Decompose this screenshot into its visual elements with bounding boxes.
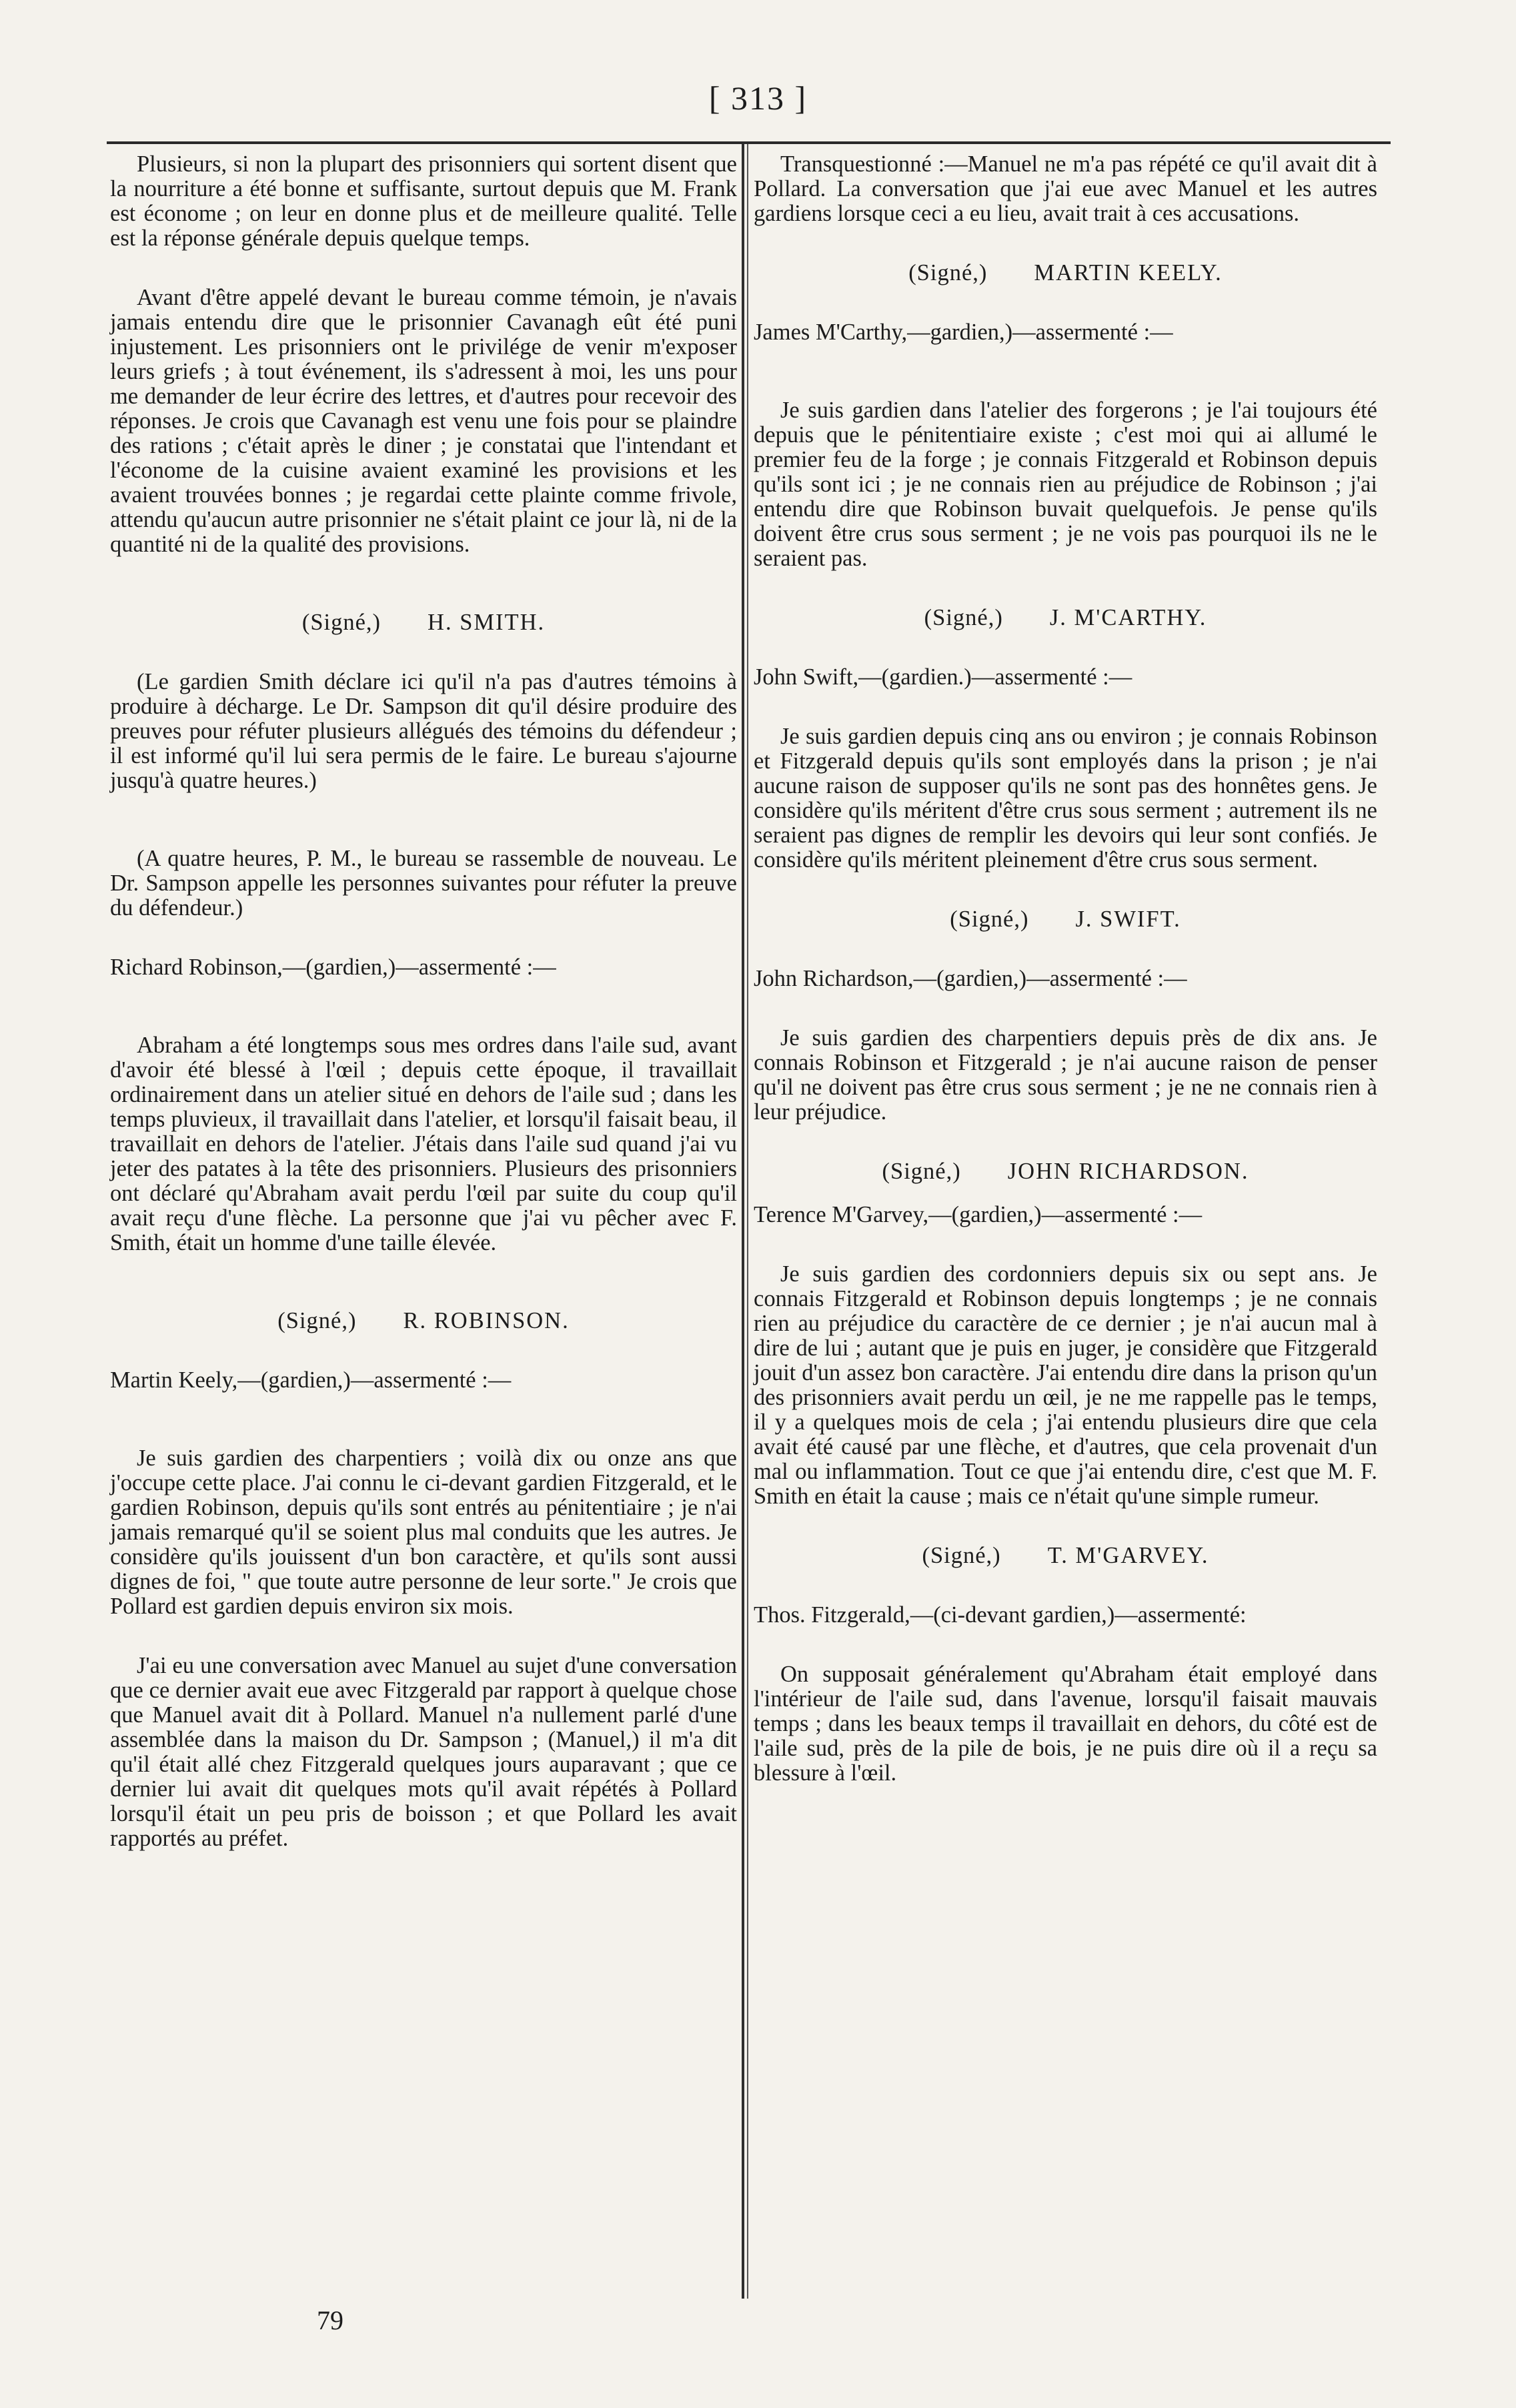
paragraph: J'ai eu une conversation avec Manuel au sujet d'une conversation que ce dernier avait eue avec Fitzgerald par rapport à quelque chose que Manuel avait dit à Pollard. Manuel n'a nullement parlé d'une assemblée dans la maison du Dr. Sampson ; (Manuel,) il m'a dit qu'il était allé chez Fitzgerald quelques jours auparavant ; que ce dernier lui avait dit quelques mots qu'il avait répétés à Pollard lorsqu'il était un peu pris de boisson ; et que Pollard les avait rapportés au préfet. [110, 1653, 737, 1851]
signature-label: (Signé,) [924, 605, 1003, 630]
paragraph: (A quatre heures, P. M., le bureau se rassemble de nouveau. Le Dr. Sampson appelle les personnes suivantes pour réfuter la preuve du défendeur.) [110, 846, 737, 921]
paragraph: Je suis gardien depuis cinq ans ou environ ; je connais Robinson et Fitzgerald depuis qu'ils sont employés dans la prison ; je n'ai aucune raison de supposer qu'ils ne sont pas des honnêtes gens. Je considère qu'ils méritent d'être crus sous serment ; autrement ils ne seraient pas dignes de remplir les devoirs qui leur sont confiés. Je considère qu'ils méritent pleinement d'être crus sous serment. [754, 724, 1377, 872]
signature-label: (Signé,) [301, 610, 382, 635]
signature-name: JOHN RICHARDSON. [1007, 1159, 1249, 1184]
witness-sworn-line: Thos. Fitzgerald,—(ci-devant gardien,)—assermenté: [754, 1602, 1247, 1628]
witness-sworn-line: Terence M'Garvey,—(gardien,)—assermenté :— [754, 1202, 1203, 1227]
paragraph: Je suis gardien dans l'atelier des forgerons ; je l'ai toujours été depuis que le pénitentiaire existe ; c'est moi qui ai allumé le premier feu de la forge ; je connais Fitzgerald et Robinson depuis qu'ils sont ici ; je ne connais rien au préjudice de Robinson ; j'ai entendu dire que Robinson buvait quelquefois. Je pense qu'ils doivent être crus sous serment ; je ne vois pas pourquoi ils ne le seraient pas. [754, 398, 1377, 571]
paragraph: Plusieurs, si non la plupart des prisonniers qui sortent disent que la nourriture a été bonne et suffisante, surtout depuis que M. Frank est économe ; on leur en donne plus et de meilleure qualité. Telle est la réponse générale depuis quelque temps. [110, 151, 737, 251]
column-divider-secondary [747, 144, 748, 2299]
signature-label: (Signé,) [882, 1159, 961, 1184]
signature-label: (Signé,) [277, 1308, 357, 1333]
paragraph: Je suis gardien des charpentiers depuis près de dix ans. Je connais Robinson et Fitzgerald ; je n'ai aucune raison de penser qu'il ne doivent pas être crus sous serment ; je ne ne connais rien à leur préjudice. [754, 1025, 1377, 1125]
paragraph: Je suis gardien des cordonniers depuis six ou sept ans. Je connais Fitzgerald et Robinson depuis longtemps ; je ne connais rien au préjudice du caractère de ce dernier ; je n'ai aucun mal à dire de lui ; autant que je puis en juger, je considère que Fitzgerald jouit d'un assez bon caractère. J'ai entendu dire dans la prison qu'un des prisonniers avait perdu un œil, je ne me rappelle pas le temps, il y a quelques mois de cela ; j'ai entendu plusieurs dire que cela avait été causé par une flèche, et d'autres, que cela provenait d'un mal ou inflammation. Tout ce que j'ai entendu dire, c'est que M. F. Smith en était la cause ; mais ce n'était qu'une simple rumeur. [754, 1261, 1377, 1509]
header-rule [107, 141, 1391, 144]
signature-name: R. ROBINSON. [403, 1308, 570, 1333]
witness-sworn-line: John Richardson,—(gardien,)—assermenté :— [754, 966, 1187, 991]
signature-line [754, 1544, 1377, 1568]
paragraph: Avant d'être appelé devant le bureau comme témoin, je n'avais jamais entendu dire que le prisonnier Cavanagh eût été puni injustement. Les prisonniers ont le privilége de venir m'exposer leurs griefs ; à tout événement, ils s'adressent à moi, les uns pour me demander de leur écrire des lettres, et d'autres pour recevoir des réponses. Je crois que Cavanagh est venu une fois pour se plaindre des rations ; c'était après le diner ; je constatai que l'intendant et l'économe de la cuisine avaient examiné les provisions et les avaient trouvées bonnes ; je regardai cette plainte comme frivole, attendu qu'aucun autre prisonnier ne s'était plaint ce jour là, ni de la quantité ni de la qualité des provisions. [110, 285, 737, 557]
left-column [110, 152, 737, 1851]
signature-name: J. M'CARTHY. [1049, 605, 1207, 630]
signature-line [754, 261, 1377, 285]
signature-name: J. SWIFT. [1075, 907, 1181, 932]
witness-sworn-line: Richard Robinson,—(gardien,)—assermenté :— [110, 955, 556, 980]
paragraph: On supposait généralement qu'Abraham était employé dans l'intérieur de l'aile sud, dans l'avenue, lorsqu'il faisait mauvais temps ; dans les beaux temps il travaillait en dehors, du côté est de l'aile sud, près de la pile de bois, je ne puis dire où il a reçu sa blessure à l'œil. [754, 1662, 1377, 1786]
signature-label: (Signé,) [950, 907, 1029, 932]
witness-sworn-line: James M'Carthy,—gardien,)—assermenté :— [754, 320, 1173, 345]
signature-name: T. M'GARVEY. [1047, 1543, 1209, 1568]
paragraph: Transquestionné :—Manuel ne m'a pas répété ce qu'il avait dit à Pollard. La conversation que j'ai eue avec Manuel et les autres gardiens lorsque ceci a eu lieu, avait trait à ces accusations. [754, 151, 1377, 226]
paragraph: Je suis gardien des charpentiers ; voilà dix ou onze ans que j'occupe cette place. J'ai connu le ci-devant gardien Fitzgerald, et le gardien Robinson, depuis qu'ils sont entrés au pénitentiaire ; je n'ai jamais remarqué qu'il se soient plus mal conduits que les autres. Je considère qu'ils jouissent d'un bon caractère, et qu'ils sont aussi dignes de foi, " que toute autre personne de leur sorte." Je crois que Pollard est gardien depuis environ six mois. [110, 1445, 737, 1619]
signature-label: (Signé,) [922, 1543, 1001, 1568]
signature-label: (Signé,) [908, 260, 988, 285]
signature-line [754, 907, 1377, 932]
signature-mark: 79 [317, 2305, 343, 2335]
witness-sworn-line: John Swift,—(gardien.)—assermenté :— [754, 664, 1132, 690]
paragraph: (Le gardien Smith déclare ici qu'il n'a pas d'autres témoins à produire à décharge. Le Dr. Sampson dit qu'il désire produire des preuves pour réfuter plusieurs allégués des témoins du défendeur ; il est informé qu'il lui sera permis de le faire. Le bureau s'ajourne jusqu'à quatre heures.) [110, 669, 737, 793]
witness-sworn-line: Martin Keely,—(gardien,)—assermenté :— [110, 1367, 512, 1393]
signature-name: MARTIN KEELY. [1034, 260, 1223, 285]
signature-name: H. SMITH. [428, 610, 546, 635]
right-column [754, 152, 1377, 1786]
signature-line [754, 606, 1377, 630]
signature-line [754, 1159, 1377, 1184]
page-number: [ 313 ] [708, 79, 808, 117]
signature-line [110, 1309, 737, 1333]
signature-line [110, 610, 737, 635]
column-divider [742, 144, 744, 2299]
paragraph: Abraham a été longtemps sous mes ordres dans l'aile sud, avant d'avoir été blessé à l'œil ; depuis cette époque, il travaillait ordinairement dans un atelier situé en dehors de l'aile sud ; dans les temps pluvieux, il travaillait dans l'atelier, et lorsqu'il faisait beau, il travaillait en dehors de l'atelier. J'étais dans l'aile sud quand j'ai vu jeter des patates à la tête des prisonniers. Plusieurs des prisonniers ont déclaré qu'Abraham avait perdu l'œil par suite du coup qu'il avait reçu d'une flèche. La personne que j'ai vu pêcher avec F. Smith, était un homme d'une taille élevée. [110, 1033, 737, 1255]
